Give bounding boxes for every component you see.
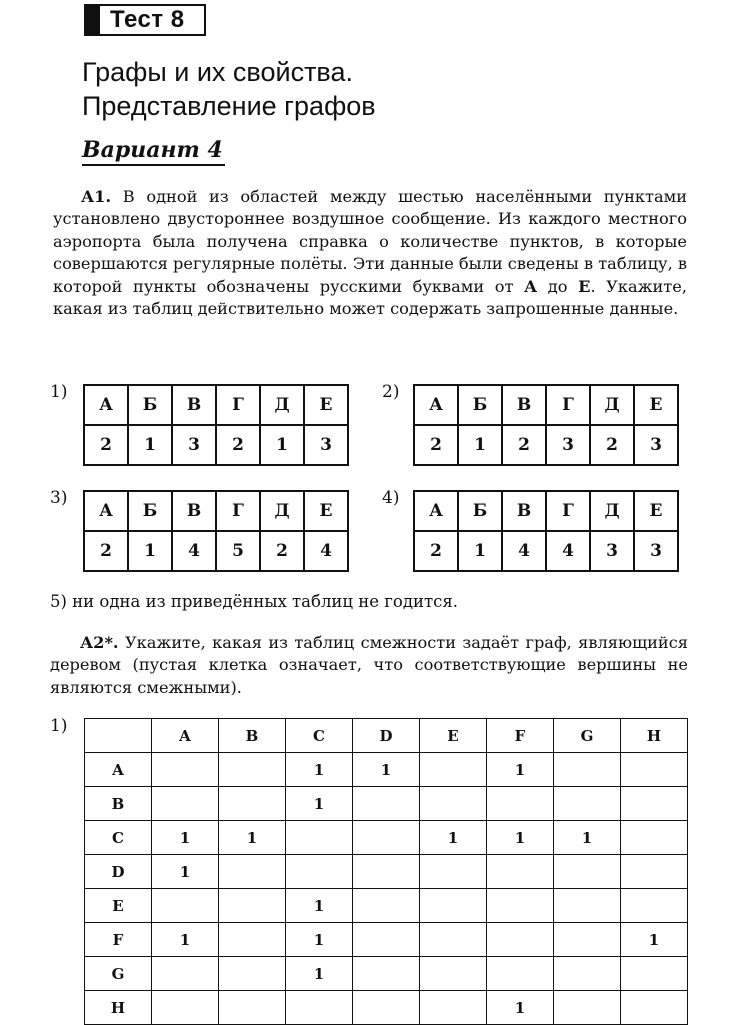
adjacency-cell: 1 — [152, 923, 219, 957]
column-header: C — [286, 719, 353, 753]
column-header: H — [621, 719, 688, 753]
adjacency-cell: 1 — [286, 787, 353, 821]
point-letter: Е — [634, 385, 678, 425]
option-2-number: 2) — [382, 382, 400, 402]
column-header: G — [554, 719, 621, 753]
point-letter: А — [84, 491, 128, 531]
adjacency-cell — [286, 855, 353, 889]
point-letter: Е — [304, 385, 348, 425]
adjacency-cell — [420, 889, 487, 923]
column-header: B — [219, 719, 286, 753]
adjacency-cell — [152, 753, 219, 787]
a2-option-1-number: 1) — [50, 716, 68, 736]
adjacency-cell — [487, 957, 554, 991]
point-letter: Б — [128, 491, 172, 531]
adjacency-cell — [353, 855, 420, 889]
flight-count: 3 — [634, 425, 678, 465]
adjacency-cell — [420, 991, 487, 1025]
adjacency-cell: 1 — [152, 855, 219, 889]
adjacency-cell — [487, 923, 554, 957]
adjacency-cell — [353, 889, 420, 923]
adjacency-cell — [420, 957, 487, 991]
adjacency-cell — [219, 957, 286, 991]
adjacency-cell — [219, 923, 286, 957]
question-a1-text: В одной из областей между шестью населёнными пунктами установлено двустороннее воздушное сообщение. Из каждого местного аэропорта была получена справка о количестве пунктов, в которые совершаются регулярные полёты. Эти данные были сведены в таблицу, в которой пункты обозначены русскими буквами от — [53, 187, 687, 296]
adjacency-cell: 1 — [152, 821, 219, 855]
adjacency-cell — [554, 923, 621, 957]
adjacency-cell: 1 — [487, 753, 554, 787]
adjacency-cell — [487, 889, 554, 923]
point-letter: В — [172, 491, 216, 531]
flight-count: 2 — [590, 425, 634, 465]
question-a1 — [53, 186, 687, 320]
adjacency-cell — [621, 787, 688, 821]
adjacency-cell — [487, 787, 554, 821]
test-label: Тест 8 — [110, 6, 185, 33]
adjacency-cell — [621, 855, 688, 889]
point-letter: А — [414, 385, 458, 425]
flight-count: 2 — [260, 531, 304, 571]
adjacency-cell — [219, 787, 286, 821]
point-letter: А — [414, 491, 458, 531]
table-row — [85, 787, 688, 821]
column-header: A — [152, 719, 219, 753]
text-mid: до — [537, 276, 579, 296]
point-letter: В — [172, 385, 216, 425]
table-row — [85, 957, 688, 991]
table-value-row — [414, 531, 678, 571]
adjacency-cell — [219, 889, 286, 923]
table-header-row — [414, 491, 678, 531]
adjacency-cell: 1 — [286, 923, 353, 957]
corner-cell — [85, 719, 152, 753]
row-header: A — [85, 753, 152, 787]
adjacency-cell — [353, 991, 420, 1025]
flight-count: 3 — [590, 531, 634, 571]
adjacency-cell — [621, 991, 688, 1025]
adjacency-cell: 1 — [286, 753, 353, 787]
flight-count: 1 — [128, 531, 172, 571]
table-row — [85, 923, 688, 957]
option-5: 5) ни одна из приведённых таблиц не годится. — [50, 592, 459, 611]
adjacency-cell — [420, 787, 487, 821]
point-letter: В — [502, 491, 546, 531]
question-a2 — [50, 632, 688, 699]
adjacency-cell — [554, 787, 621, 821]
table-header-row — [84, 385, 348, 425]
adjacency-cell — [487, 855, 554, 889]
column-header: E — [420, 719, 487, 753]
option-3-table — [83, 490, 349, 572]
table-value-row — [84, 531, 348, 571]
option-3-number: 3) — [50, 488, 68, 508]
title-line-2: Представление графов — [82, 91, 376, 121]
adjacency-cell — [353, 787, 420, 821]
adjacency-cell: 1 — [487, 821, 554, 855]
adjacency-cell — [152, 787, 219, 821]
table-row — [85, 753, 688, 787]
point-letter: Б — [458, 385, 502, 425]
point-letter: Д — [260, 385, 304, 425]
table-header-row — [84, 491, 348, 531]
title-line-1: Графы и их свойства. — [82, 57, 353, 87]
adjacency-cell — [420, 753, 487, 787]
table-row — [85, 821, 688, 855]
adjacency-cell: 1 — [420, 821, 487, 855]
flight-count: 5 — [216, 531, 260, 571]
option-1-number: 1) — [50, 382, 68, 402]
point-letter: Д — [260, 491, 304, 531]
adjacency-cell: 1 — [219, 821, 286, 855]
adjacency-cell — [420, 923, 487, 957]
adjacency-cell — [554, 855, 621, 889]
table-header-row — [414, 385, 678, 425]
point-letter: Д — [590, 385, 634, 425]
adjacency-cell: 1 — [554, 821, 621, 855]
flight-count: 1 — [458, 425, 502, 465]
option-4-number: 4) — [382, 488, 400, 508]
option-4-table — [413, 490, 679, 572]
variant-heading: Вариант 4 — [82, 136, 225, 166]
table-value-row — [84, 425, 348, 465]
point-letter: А — [84, 385, 128, 425]
adjacency-cell — [353, 821, 420, 855]
row-header: F — [85, 923, 152, 957]
adjacency-cell — [353, 957, 420, 991]
question-a1-label: А1. — [81, 187, 112, 206]
flight-count: 1 — [260, 425, 304, 465]
flight-count: 3 — [546, 425, 590, 465]
adjacency-cell — [152, 957, 219, 991]
page-title — [82, 55, 376, 123]
flight-count: 3 — [634, 531, 678, 571]
point-letter: Г — [546, 385, 590, 425]
option-2-table — [413, 384, 679, 466]
point-letter: Е — [304, 491, 348, 531]
row-header: H — [85, 991, 152, 1025]
adjacency-cell: 1 — [353, 753, 420, 787]
flight-count: 2 — [502, 425, 546, 465]
table-row — [85, 991, 688, 1025]
point-letter: Г — [546, 491, 590, 531]
adjacency-cell — [420, 855, 487, 889]
column-header: F — [487, 719, 554, 753]
adjacency-cell — [219, 991, 286, 1025]
adjacency-cell — [554, 889, 621, 923]
point-letter: Е — [634, 491, 678, 531]
adjacency-cell — [621, 957, 688, 991]
flight-count: 3 — [304, 425, 348, 465]
adjacency-table — [84, 718, 688, 1025]
flight-count: 3 — [172, 425, 216, 465]
flight-count: 2 — [414, 531, 458, 571]
adjacency-cell — [554, 753, 621, 787]
row-header: G — [85, 957, 152, 991]
adjacency-cell: 1 — [286, 957, 353, 991]
flight-count: 4 — [172, 531, 216, 571]
question-a1-text-end: . Укажите, какая из таблиц действительно может содержать запрошенные данные. — [53, 276, 687, 319]
question-a2-label: А2*. — [80, 633, 119, 652]
flight-count: 2 — [84, 531, 128, 571]
flight-count: 4 — [546, 531, 590, 571]
letter-from: А — [524, 276, 538, 296]
flight-count: 4 — [304, 531, 348, 571]
adjacency-cell — [219, 855, 286, 889]
adjacency-cell — [152, 889, 219, 923]
row-header: E — [85, 889, 152, 923]
point-letter: Б — [128, 385, 172, 425]
table-row — [85, 889, 688, 923]
test-badge — [84, 4, 206, 36]
flight-count: 1 — [128, 425, 172, 465]
adjacency-cell — [286, 821, 353, 855]
row-header: D — [85, 855, 152, 889]
option-1-table — [83, 384, 349, 466]
adjacency-cell — [152, 991, 219, 1025]
adjacency-cell — [219, 753, 286, 787]
flight-count: 2 — [216, 425, 260, 465]
adjacency-cell — [554, 991, 621, 1025]
row-header: B — [85, 787, 152, 821]
letter-to: Е — [578, 276, 591, 296]
adjacency-cell — [621, 889, 688, 923]
adjacency-header-row — [85, 719, 688, 753]
adjacency-cell — [621, 821, 688, 855]
flight-count: 1 — [458, 531, 502, 571]
point-letter: Д — [590, 491, 634, 531]
adjacency-cell: 1 — [286, 889, 353, 923]
adjacency-cell — [554, 957, 621, 991]
adjacency-cell — [286, 991, 353, 1025]
adjacency-cell — [621, 753, 688, 787]
table-value-row — [414, 425, 678, 465]
column-header: D — [353, 719, 420, 753]
point-letter: В — [502, 385, 546, 425]
flight-count: 2 — [84, 425, 128, 465]
point-letter: Г — [216, 491, 260, 531]
table-row — [85, 855, 688, 889]
question-a2-text: Укажите, какая из таблиц смежности задаёт граф, являющийся деревом (пустая клетка означает, что соответствующие вершины не являются смежными). — [50, 633, 688, 697]
badge-bar — [86, 6, 100, 34]
point-letter: Г — [216, 385, 260, 425]
adjacency-cell: 1 — [487, 991, 554, 1025]
flight-count: 4 — [502, 531, 546, 571]
point-letter: Б — [458, 491, 502, 531]
adjacency-cell — [353, 923, 420, 957]
adjacency-cell: 1 — [621, 923, 688, 957]
flight-count: 2 — [414, 425, 458, 465]
row-header: C — [85, 821, 152, 855]
